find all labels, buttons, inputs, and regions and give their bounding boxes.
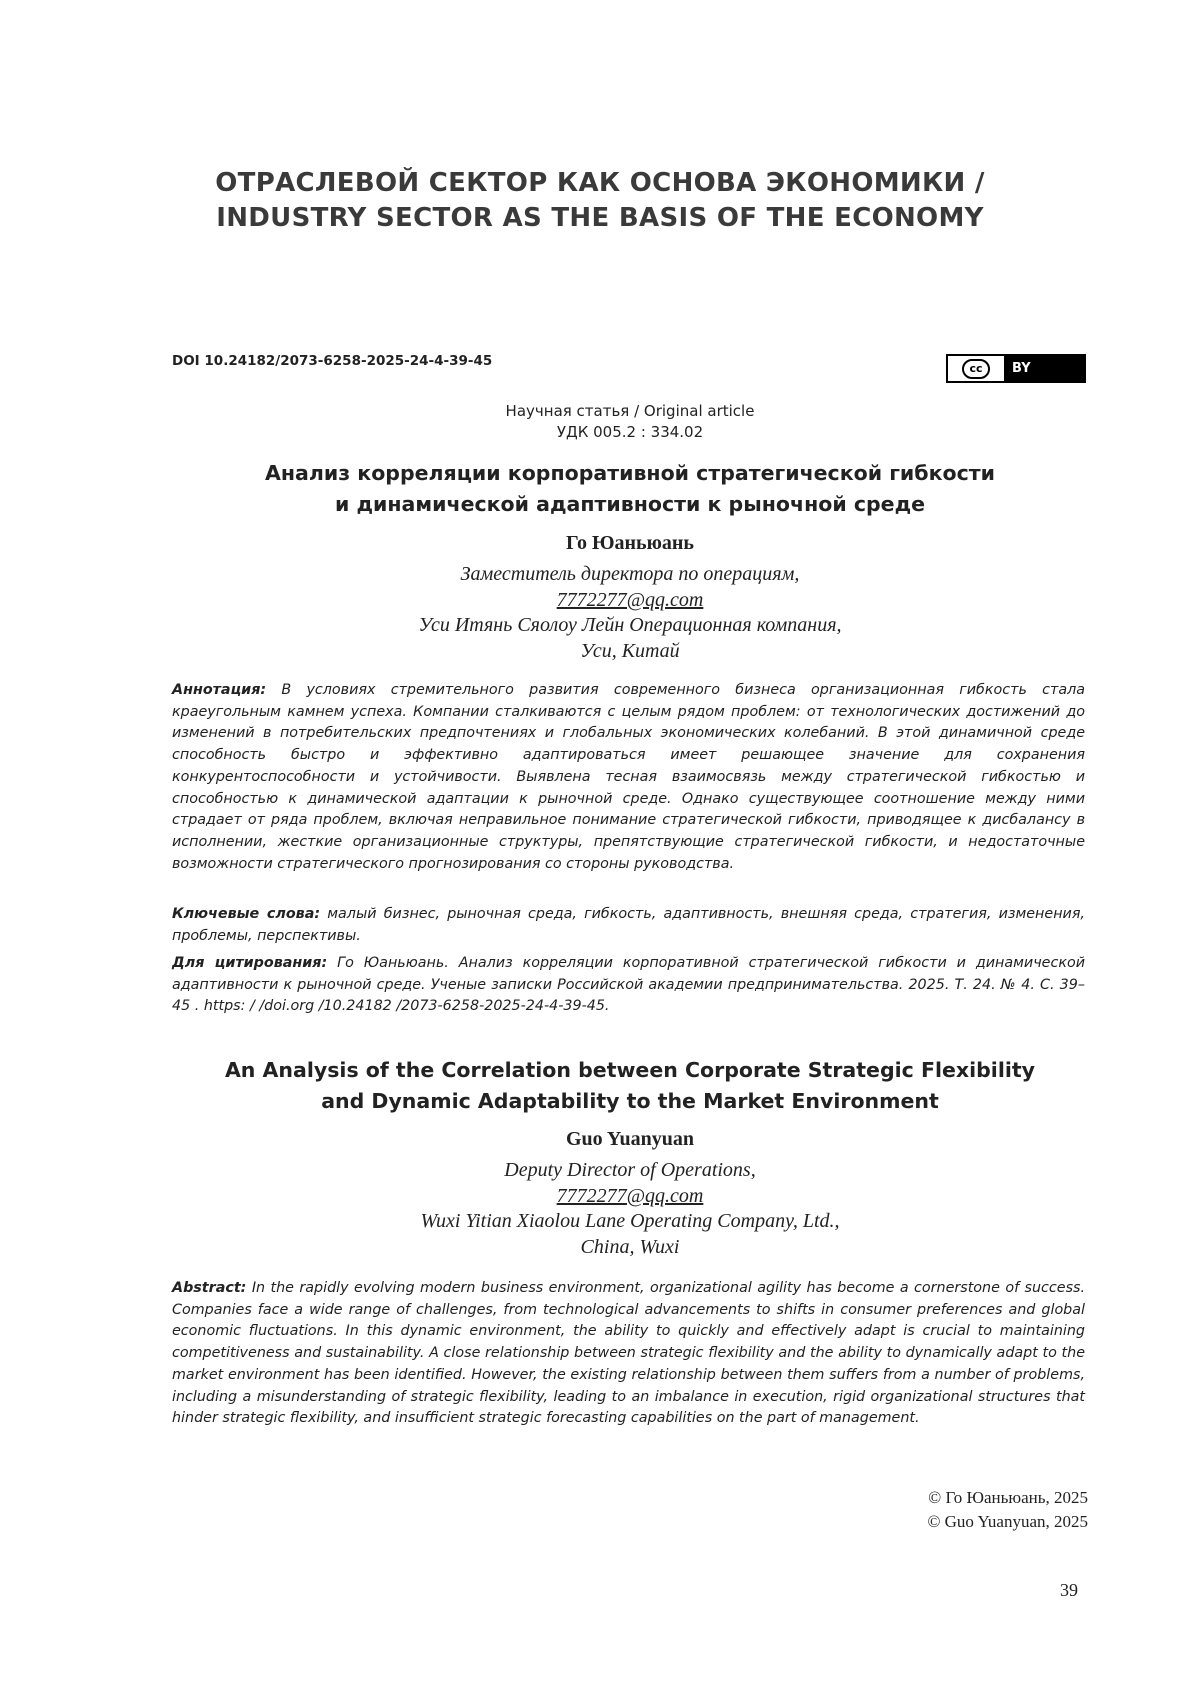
by-label: BY xyxy=(1012,361,1031,376)
position-en: Deputy Director of Operations, xyxy=(504,1159,756,1181)
keywords-label: Ключевые слова: xyxy=(172,906,321,922)
title-en-line2: and Dynamic Adaptability to the Market Environment xyxy=(321,1089,939,1113)
email-link-ru[interactable]: 7772277@qq.com xyxy=(556,588,704,611)
citation-text[interactable]: Го Юаньюань. Анализ корреляции корпоративной стратегической гибкости и динамической адаптивности к рыночной среде. Ученые записки Российской академии предпринимательства. 2025. Т. 24. № 4. С. 39–45 . https: / /doi.org /10.24182 /2073-6258-2025-24-4-39-45. xyxy=(172,955,1086,1015)
title-ru-line1: Анализ корреляции корпоративной стратегической гибкости xyxy=(265,461,995,485)
article-title-ru xyxy=(0,458,1200,520)
citation-ru xyxy=(172,953,1085,1018)
affiliation-ru xyxy=(0,562,1200,664)
section-title-en: INDUSTRY SECTOR AS THE BASIS OF THE ECONOMY xyxy=(216,203,984,233)
position-ru: Заместитель директора по операциям, xyxy=(460,563,800,585)
section-title-ru: ОТРАСЛЕВОЙ СЕКТОР КАК ОСНОВА ЭКОНОМИКИ / xyxy=(215,168,985,198)
company-en: Wuxi Yitian Xiaolou Lane Operating Company, Ltd., xyxy=(420,1210,840,1232)
article-title-en xyxy=(0,1055,1200,1117)
affiliation-en xyxy=(0,1158,1200,1260)
citation-label: Для цитирования: xyxy=(172,955,328,971)
abstract-label-ru: Аннотация: xyxy=(172,682,267,698)
copyright-en: © Guo Yuanyuan, 2025 xyxy=(927,1512,1088,1531)
abstract-text-ru: В условиях стремительного развития современного бизнеса организационная гибкость стала краеугольным камнем успеха. Компании сталкиваются с целым рядом проблем: от технологических достижений до изменений в потребительских предпочтениях и глобальных экономических колебаний. В этой динамичной среде способность быстро и эффективно адаптироваться имеет решающее значение для сохранения конкурентоспособности и устойчивости. Выявлена тесная взаимосвязь между стратегической гибкостью и способностью к динамической адаптации к рыночной среде. Однако существующее соотношение между ними страдает от ряда проблем, включая неправильное понимание стратегической гибкости, приводящее к дисбалансу в исполнении, жесткие организационные структуры, препятствующие стратегической гибкости, и недостаточные возможности стратегического прогнозирования со стороны руководства. xyxy=(172,682,1085,872)
doi[interactable]: DOI 10.24182/2073-6258-2025-24-4-39-45 xyxy=(172,353,493,369)
udk: УДК 005.2 : 334.02 xyxy=(556,423,704,441)
abstract-text-en: In the rapidly evolving modern business environment, organizational agility has become a cornerstone of success. Companies face a wide range of challenges, from technological advancements to shifts in consumer preferences and global economic fluctuations. In this dynamic environment, the ability to quickly and effectively adapt is crucial to maintaining competitiveness and sustainability. A close relationship between strategic flexibility and the ability to dynamically adapt to the market environment has been identified. However, the existing relationship between them suffers from a number of problems, including a misunderstanding of strategic flexibility, leading to an imbalance in execution, rigid organizational structures that hinder strategic flexibility, and insufficient strategic forecasting capabilities on the part of management. xyxy=(172,1280,1086,1427)
location-ru: Уси, Китай xyxy=(580,639,680,662)
copyright-ru: © Го Юаньюань, 2025 xyxy=(928,1488,1088,1507)
company-ru: Уси Итянь Сяолоу Лейн Операционная компания, xyxy=(418,614,842,636)
cc-by-license-badge[interactable] xyxy=(946,354,1086,383)
page-number: 39 xyxy=(1060,1580,1078,1600)
author-en: Guo Yuanyuan xyxy=(565,1128,695,1150)
location-en: China, Wuxi xyxy=(580,1235,680,1258)
title-en-line1: An Analysis of the Correlation between Corporate Strategic Flexibility xyxy=(224,1058,1036,1082)
abstract-en xyxy=(172,1278,1085,1430)
cc-logo: cc xyxy=(962,359,990,379)
keywords-text: малый бизнес, рыночная среда, гибкость, адаптивность, внешняя среда, стратегия, изменения, проблемы, перспективы. xyxy=(172,906,1085,944)
article-type: Научная статья / Original article xyxy=(505,402,755,420)
section-header xyxy=(0,166,1200,236)
email-link-en[interactable]: 7772277@qq.com xyxy=(556,1184,704,1207)
author-ru: Го Юаньюань xyxy=(566,532,694,554)
copyright-block xyxy=(927,1486,1088,1534)
keywords-ru xyxy=(172,904,1085,947)
abstract-ru xyxy=(172,680,1085,875)
title-ru-line2: и динамической адаптивности к рыночной среде xyxy=(334,492,926,516)
abstract-label-en: Abstract: xyxy=(172,1280,247,1296)
cc-icon xyxy=(948,356,1004,381)
